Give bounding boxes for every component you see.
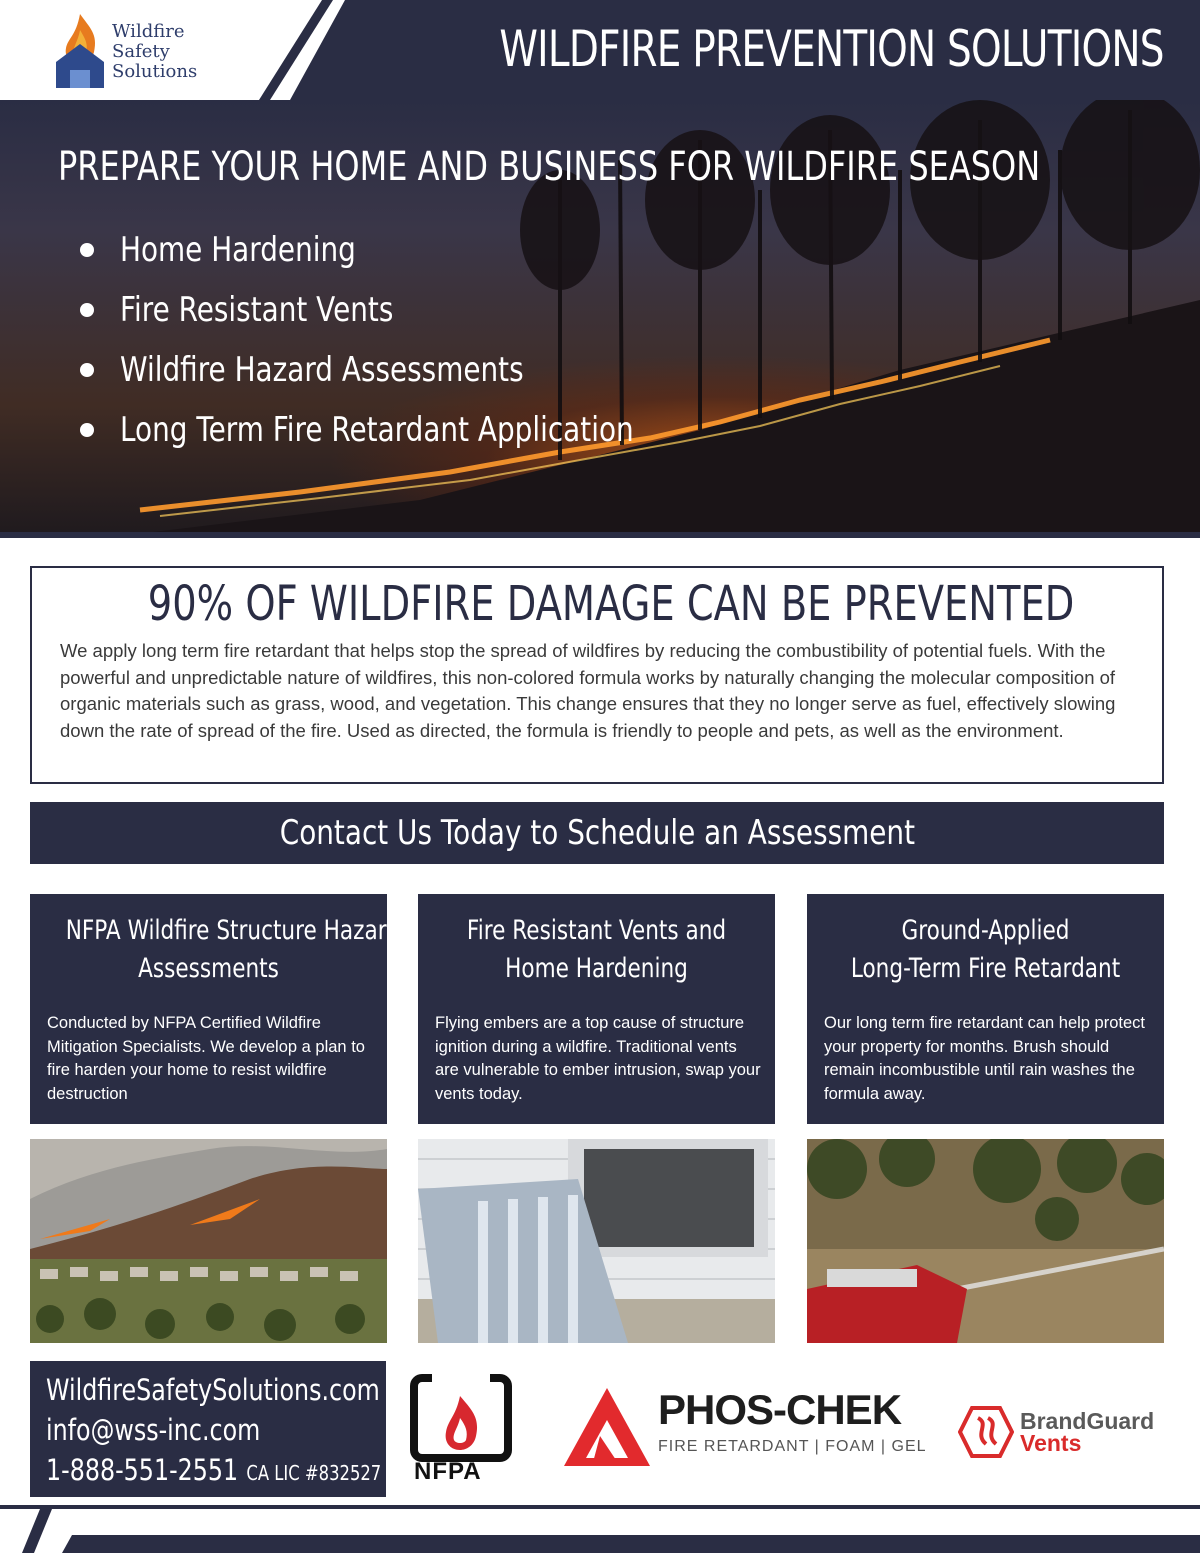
company-logo[interactable] (50, 8, 220, 92)
list-item-label: Wildfire Hazard Assessments (120, 350, 524, 390)
page-header (0, 0, 1200, 100)
card-title-line: NFPA Wildfire Structure Hazard (65, 915, 400, 946)
bullet-icon (80, 303, 94, 317)
cta-label: Contact Us Today to Schedule an Assessment (279, 813, 915, 853)
service-card-vents (418, 894, 775, 1124)
nfpa-logo (410, 1374, 520, 1484)
phos-chek-logo (562, 1386, 942, 1468)
logo-text (112, 22, 197, 82)
flame-house-icon (50, 8, 110, 92)
card-title-line: Ground-Applied (901, 915, 1070, 946)
list-item-label: Long Term Fire Retardant Application (120, 410, 634, 450)
email-link[interactable]: info@wss-inc.com (46, 1413, 261, 1447)
card-title-line: Assessments (138, 953, 279, 984)
page-title: WILDFIRE PREVENTION SOLUTIONS (499, 20, 1164, 78)
card-title-line: Fire Resistant Vents and (466, 915, 727, 946)
service-card-retardant (807, 894, 1164, 1124)
phos-chek-wordmark: PHOS-CHEK (658, 1386, 902, 1433)
wildfire-hillside-photo (30, 1139, 387, 1343)
card-text: Our long term fire retardant can help protect your property for months. Brush should remain incombustible until rain washes the formula away. (824, 1014, 1145, 1103)
card-title-line: Long-Term Fire Retardant (850, 953, 1121, 984)
vent-photo (418, 1139, 775, 1343)
bullet-icon (80, 423, 94, 437)
footer-band (0, 1505, 1200, 1553)
list-item (80, 340, 746, 400)
card-title (418, 912, 775, 988)
card-text: Conducted by NFPA Certified Wildfire Mitigation Specialists. We develop a plan to fire harden your home to resist wildfire destruction (47, 1014, 365, 1103)
contact-info (30, 1361, 386, 1497)
logo-line: Solutions (112, 61, 198, 82)
card-text: Flying embers are a top cause of structure ignition during a wildfire. Traditional vents are vulnerable to ember intrusion, swap your vents today. (435, 1014, 761, 1103)
card-title (30, 912, 400, 988)
logo-line: Safety (112, 41, 170, 62)
retardant-application-photo (807, 1139, 1164, 1343)
list-item-label: Home Hardening (120, 230, 356, 270)
nfpa-wordmark: NFPA (414, 1458, 482, 1485)
info-title (32, 576, 1162, 632)
divider (0, 532, 1200, 538)
info-body: We apply long term fire retardant that helps stop the spread of wildfires by reducing the combustibility of potential fuels. With the powerful and unpredictable nature of wildfires, this non-colored formula works by naturally changing the molecular composition of organic materials such as grass, wood, and vegetation. This change ensures that they no longer serve as fuel, effectively slowing down the rate of spread of the fire. Used as directed, the formula is friendly to people and pets, as well as the environment. (60, 640, 1116, 741)
prevention-info-box (30, 566, 1164, 784)
phone-line (46, 1453, 381, 1487)
bullet-icon (80, 363, 94, 377)
list-item (80, 400, 746, 460)
cta-banner[interactable] (30, 802, 1164, 864)
brandguard-shield-icon (958, 1404, 1014, 1460)
website-link[interactable]: WildfireSafetySolutions.com (46, 1373, 380, 1407)
vent-image (418, 1139, 775, 1343)
hero-banner (0, 100, 1200, 536)
card-title-line: Home Hardening (505, 953, 688, 984)
brandguard-wordmark: BrandGuard (1020, 1408, 1155, 1434)
brandguard-sub: Vents (1020, 1430, 1082, 1456)
phos-chek-tagline: FIRE RETARDANT | FOAM | GEL (658, 1438, 927, 1455)
card-title (807, 912, 1164, 988)
phone-link[interactable]: 1-888-551-2551 (46, 1453, 239, 1487)
brandguard-logo (958, 1404, 1178, 1464)
retardant-application-image (807, 1139, 1164, 1343)
list-item-label: Fire Resistant Vents (120, 290, 394, 330)
phos-chek-triangle-icon (562, 1386, 652, 1468)
logo-line: Wildfire (112, 21, 185, 42)
wildfire-hillside-image (30, 1139, 387, 1343)
info-title-text: 90% OF WILDFIRE DAMAGE CAN BE PREVENTED (147, 576, 1075, 632)
service-card-assessments (30, 894, 400, 1124)
hero-heading: PREPARE YOUR HOME AND BUSINESS FOR WILDFIRE SEASON (58, 144, 1041, 190)
license-number: CA LIC #832527 (246, 1461, 382, 1485)
list-item (80, 220, 746, 280)
list-item (80, 280, 746, 340)
services-list (80, 220, 746, 460)
bullet-icon (80, 243, 94, 257)
